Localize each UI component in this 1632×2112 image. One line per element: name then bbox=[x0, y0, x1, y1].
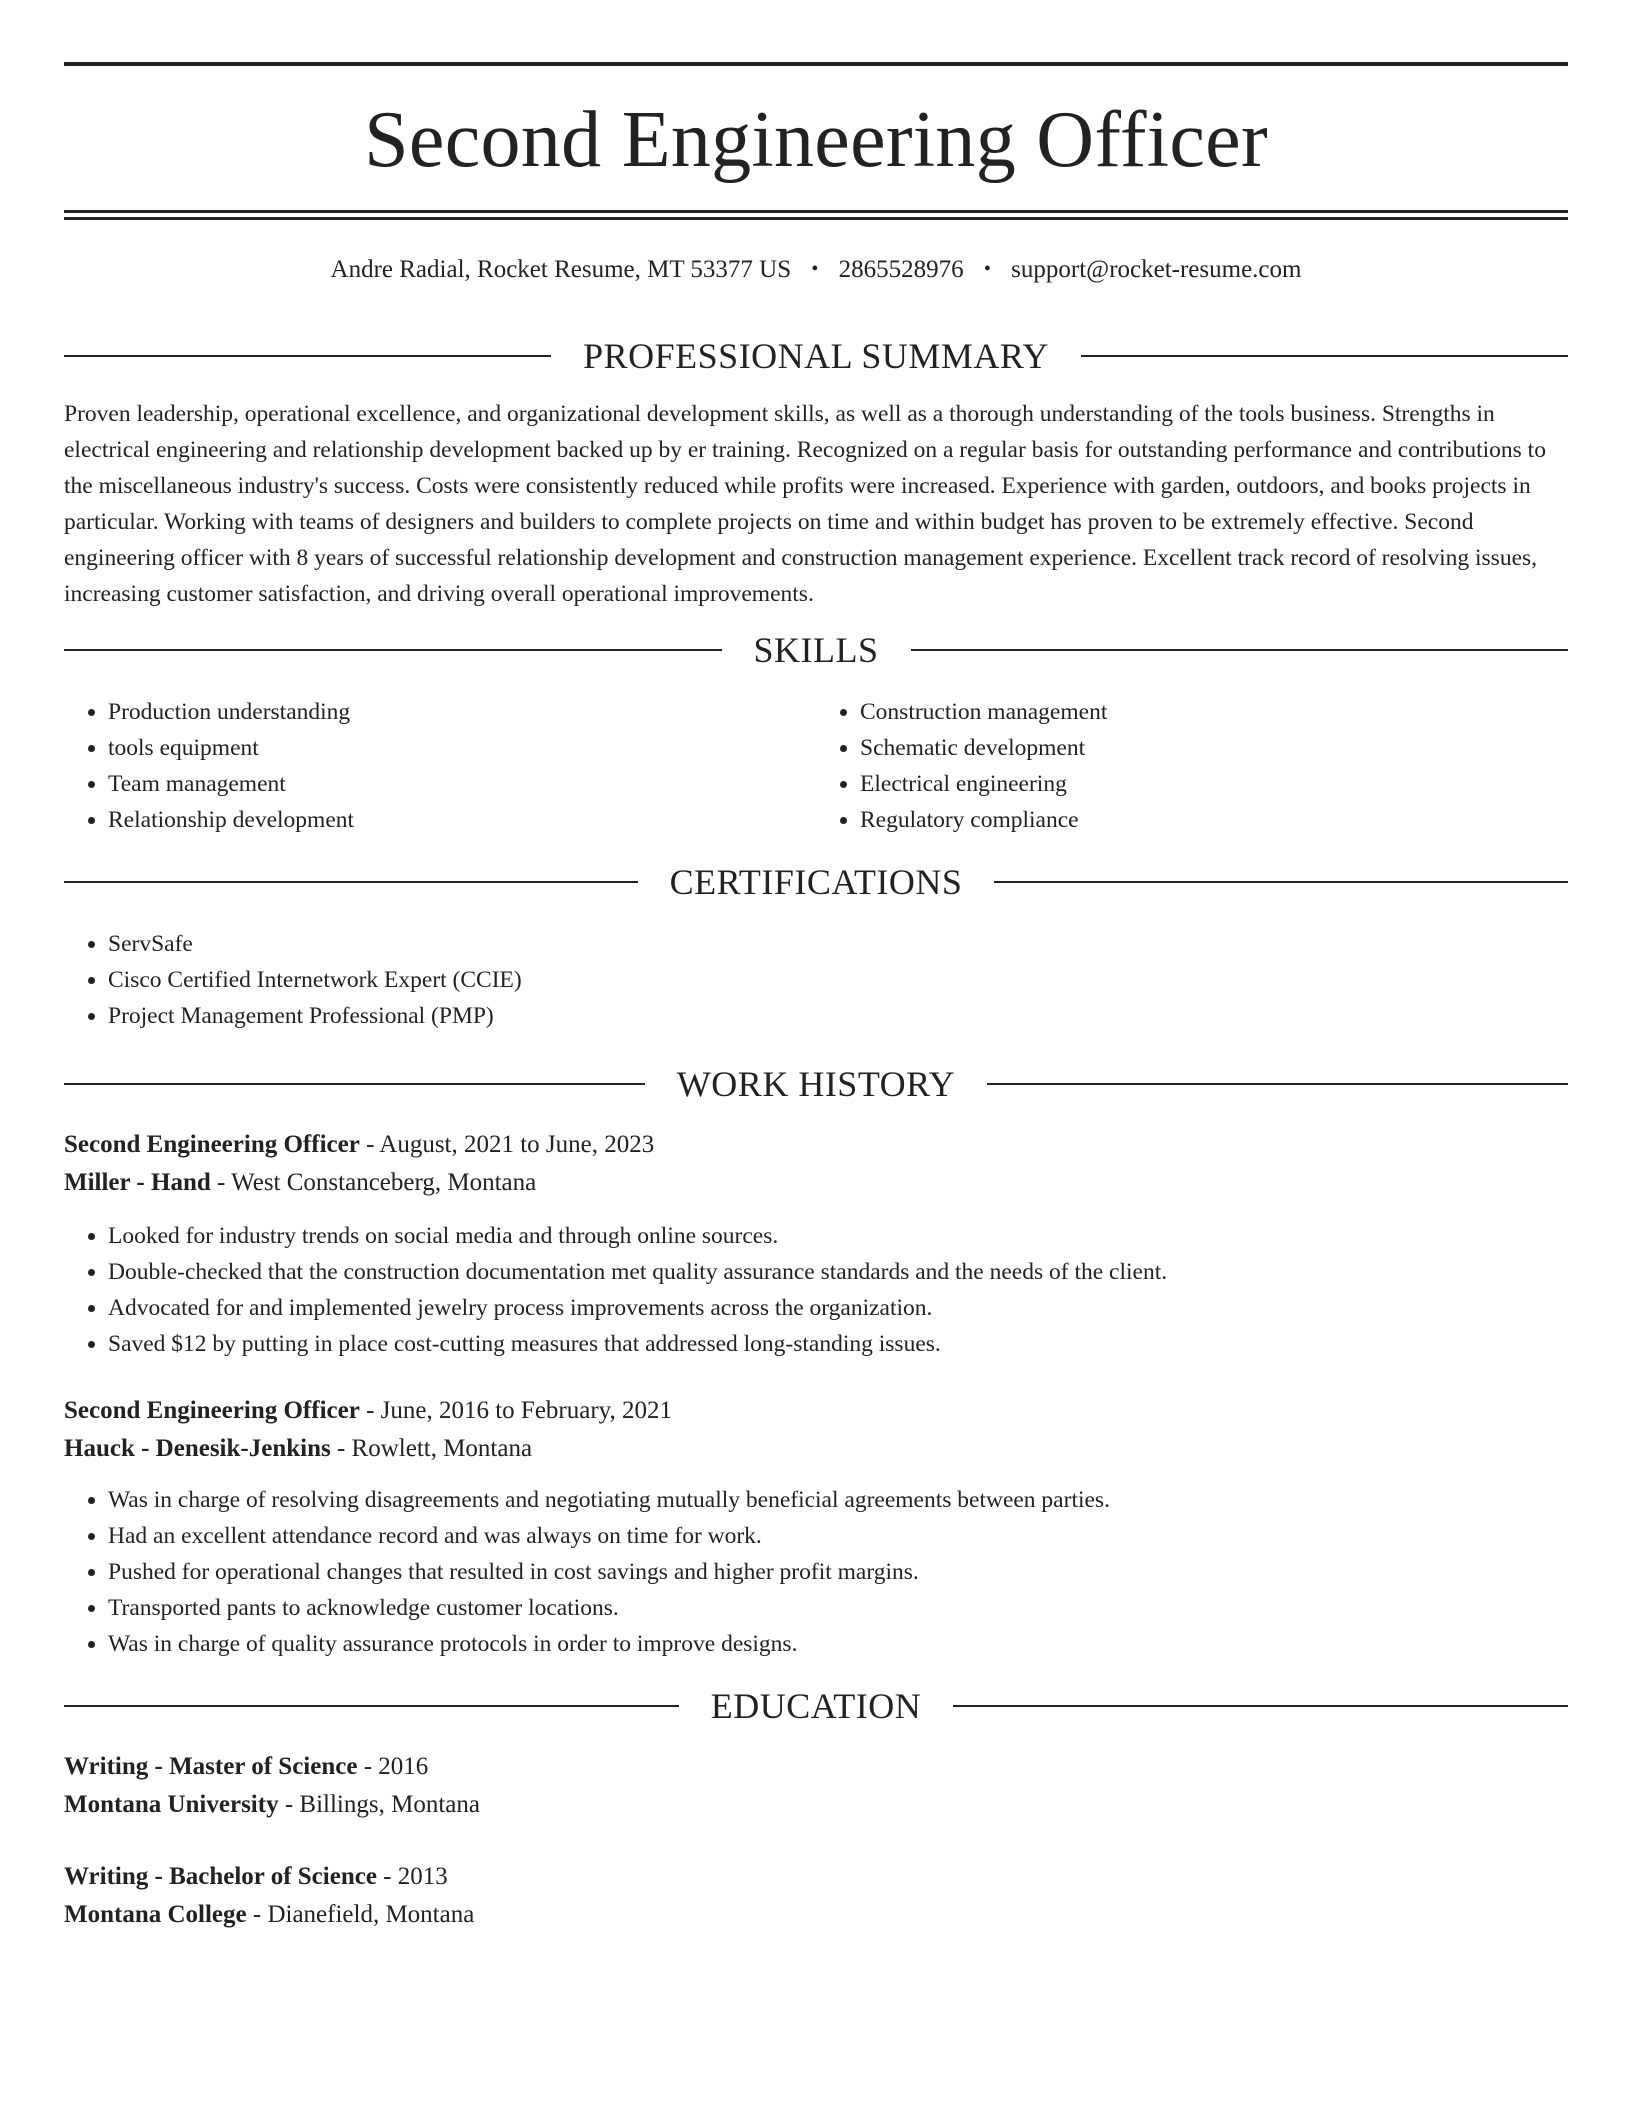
summary-heading: PROFESSIONAL SUMMARY bbox=[583, 336, 1049, 376]
summary-section-header bbox=[64, 338, 1568, 374]
job-location: - Rowlett, Montana bbox=[336, 1435, 533, 1462]
job-company-line bbox=[64, 1430, 1568, 1468]
job-bullets bbox=[64, 1218, 1568, 1362]
skill-item: • Construction management bbox=[860, 694, 1568, 730]
section-rule bbox=[994, 881, 1568, 883]
section-rule bbox=[953, 1705, 1568, 1707]
certification-item: • ServSafe bbox=[108, 926, 1568, 962]
section-rule bbox=[64, 355, 551, 357]
section-rule bbox=[1081, 355, 1568, 357]
job-title: Second Engineering Officer bbox=[64, 1131, 360, 1158]
contact-separator: • bbox=[983, 258, 991, 280]
job-location: - West Constanceberg, Montana bbox=[217, 1169, 537, 1196]
job-bullet: • Advocated for and implemented jewelry process improvements across the organization. bbox=[108, 1290, 1568, 1326]
skills-list-left bbox=[64, 694, 816, 838]
section-rule bbox=[64, 1083, 645, 1085]
section-rule bbox=[64, 649, 722, 651]
work-heading: WORK HISTORY bbox=[676, 1064, 956, 1104]
job-bullet: • Was in charge of quality assurance protocols in order to improve designs. bbox=[108, 1626, 1568, 1662]
education-section-header bbox=[64, 1688, 1568, 1724]
education-degree: Writing - Bachelor of Science bbox=[64, 1863, 377, 1890]
education-degree: Writing - Master of Science bbox=[64, 1753, 358, 1780]
education-year: - 2016 bbox=[363, 1753, 429, 1780]
section-rule bbox=[987, 1083, 1568, 1085]
skill-item: • Electrical engineering bbox=[860, 766, 1568, 802]
contact-line bbox=[64, 256, 1568, 290]
job-title: Second Engineering Officer bbox=[64, 1397, 360, 1424]
job-dates: - June, 2016 to February, 2021 bbox=[366, 1397, 673, 1424]
job-bullets bbox=[64, 1482, 1568, 1662]
education-heading: EDUCATION bbox=[710, 1686, 922, 1726]
job-entry bbox=[64, 1126, 1568, 1362]
certifications-section-header bbox=[64, 864, 1568, 900]
education-location: - Billings, Montana bbox=[284, 1791, 480, 1818]
resume-title: Second Engineering Officer bbox=[364, 96, 1268, 184]
summary-text: Proven leadership, operational excellence, and organizational development skills, as well as a thorough understanding of the tools business. Strengths in electrical engineering and relationship development backed up by er training. Recognized on a regular basis for outstanding performance and contributions to the miscellaneous industry's success. Costs were consistently reduced while profits were increased. Experience with garden, outdoors, and books projects in particular. Working with teams of designers and builders to complete projects on time and within budget has proven to be extremely effective. Second engineering officer with 8 years of successful relationship development and construction management experience. Excellent track record of resolving issues, increasing customer satisfaction, and driving overall operational improvements. bbox=[64, 401, 1546, 607]
job-entry bbox=[64, 1392, 1568, 1662]
skill-item: • Schematic development bbox=[860, 730, 1568, 766]
skill-item: • Relationship development bbox=[108, 802, 816, 838]
job-bullet: • Pushed for operational changes that resulted in cost savings and higher profit margins. bbox=[108, 1554, 1568, 1590]
job-bullet: • Was in charge of resolving disagreements and negotiating mutually beneficial agreements between parties. bbox=[108, 1482, 1568, 1518]
contact-phone: 2865528976 bbox=[838, 256, 964, 283]
certifications-list bbox=[64, 926, 1568, 1034]
skill-item: • Production understanding bbox=[108, 694, 816, 730]
skill-item: • tools equipment bbox=[108, 730, 816, 766]
education-location: - Dianefield, Montana bbox=[252, 1901, 475, 1928]
education-school-line bbox=[64, 1786, 1568, 1824]
skills-grid bbox=[64, 694, 1568, 838]
education-school: Montana University bbox=[64, 1791, 279, 1818]
section-rule bbox=[64, 1705, 679, 1707]
certification-item: • Project Management Professional (PMP) bbox=[108, 998, 1568, 1034]
job-company-line bbox=[64, 1164, 1568, 1202]
skill-item: • Regulatory compliance bbox=[860, 802, 1568, 838]
resume-page bbox=[64, 62, 1568, 1934]
job-company: Hauck - Denesik-Jenkins bbox=[64, 1435, 331, 1462]
job-bullet: • Double-checked that the construction documentation met quality assurance standards and the needs of the client. bbox=[108, 1254, 1568, 1290]
skills-list-right bbox=[816, 694, 1568, 838]
education-degree-line bbox=[64, 1858, 1568, 1896]
certification-item: • Cisco Certified Internetwork Expert (CCIE) bbox=[108, 962, 1568, 998]
contact-address: Andre Radial, Rocket Resume, MT 53377 US bbox=[330, 256, 792, 283]
contact-email: support@rocket-resume.com bbox=[1011, 256, 1302, 283]
job-bullet: • Saved $12 by putting in place cost-cutting measures that addressed long-standing issues. bbox=[108, 1326, 1568, 1362]
skills-section-header bbox=[64, 632, 1568, 668]
job-title-line bbox=[64, 1126, 1568, 1164]
education-school: Montana College bbox=[64, 1901, 247, 1928]
section-rule bbox=[64, 881, 638, 883]
skill-item: • Team management bbox=[108, 766, 816, 802]
work-section-header bbox=[64, 1066, 1568, 1102]
top-rule bbox=[64, 62, 1568, 66]
certifications-heading: CERTIFICATIONS bbox=[669, 862, 963, 902]
job-bullet: • Transported pants to acknowledge customer locations. bbox=[108, 1590, 1568, 1626]
job-company: Miller - Hand bbox=[64, 1169, 211, 1196]
education-entry bbox=[64, 1858, 1568, 1934]
job-dates: - August, 2021 to June, 2023 bbox=[366, 1131, 655, 1158]
skills-heading: SKILLS bbox=[753, 630, 879, 670]
education-entry bbox=[64, 1748, 1568, 1824]
education-school-line bbox=[64, 1896, 1568, 1934]
job-bullet: • Looked for industry trends on social media and through online sources. bbox=[108, 1218, 1568, 1254]
education-degree-line bbox=[64, 1748, 1568, 1786]
job-bullet: • Had an excellent attendance record and was always on time for work. bbox=[108, 1518, 1568, 1554]
section-rule bbox=[911, 649, 1569, 651]
education-year: - 2013 bbox=[383, 1863, 448, 1890]
job-title-line bbox=[64, 1392, 1568, 1430]
title-double-rule bbox=[64, 210, 1568, 220]
contact-separator: • bbox=[811, 258, 819, 280]
